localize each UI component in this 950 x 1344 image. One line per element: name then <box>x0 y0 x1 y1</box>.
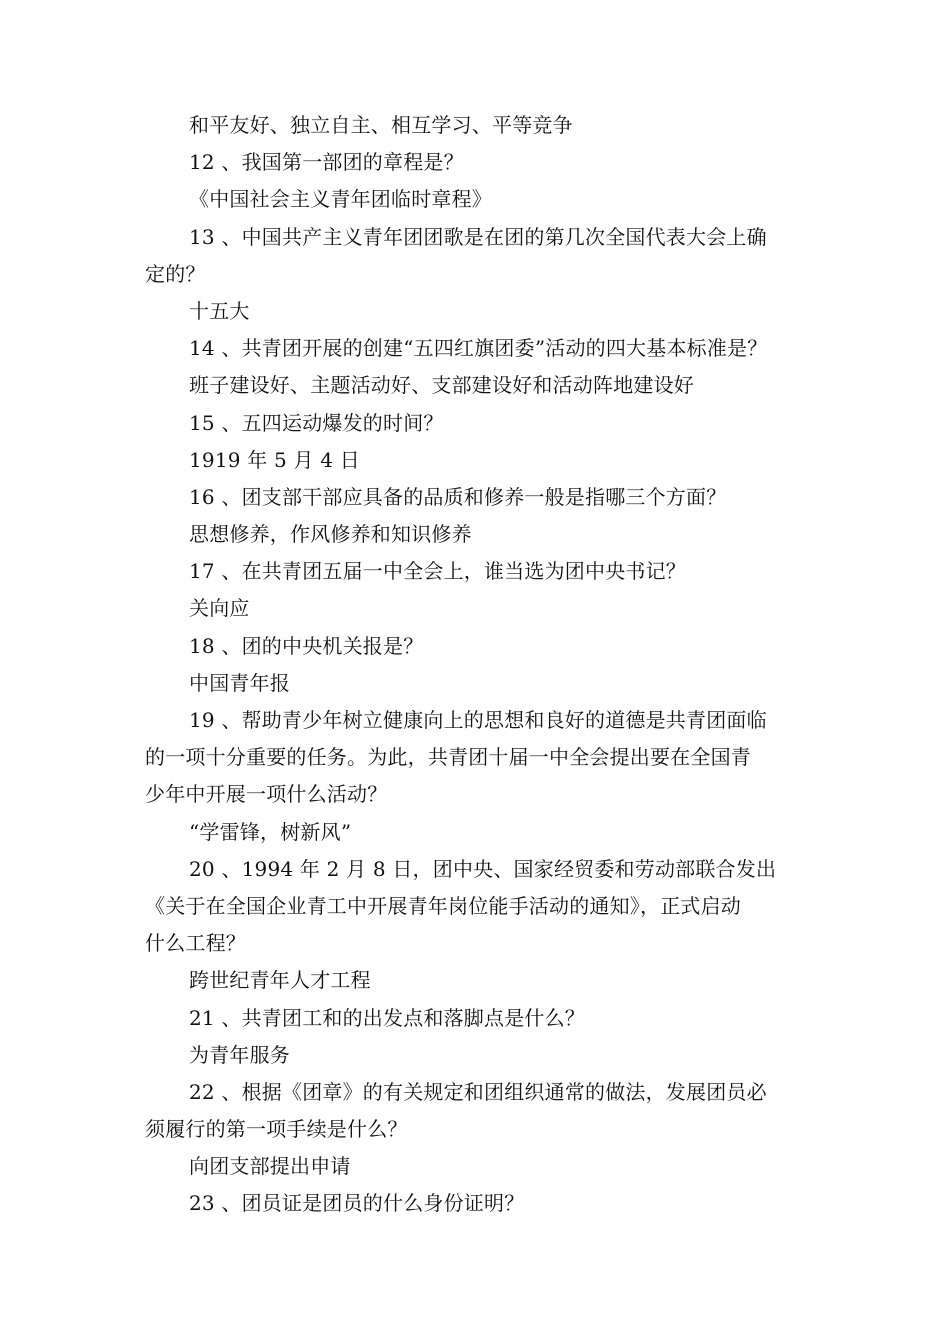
question-line: 16 、团支部干部应具备的品质和修养一般是指哪三个方面？ <box>189 484 727 509</box>
question-line-continuation: 定的？ <box>145 261 206 286</box>
question-line: 15 、五四运动爆发的时间？ <box>189 410 444 435</box>
question-line: 21 、共青团工和的出发点和落脚点是什么？ <box>189 1005 586 1030</box>
answer-line: 关向应 <box>189 596 250 621</box>
question-line: 22 、根据《团章》的有关规定和团组织通常的做法，发展团员必 <box>189 1079 767 1104</box>
question-line: 13 、中国共产主义青年团团歌是在团的第几次全国代表大会上确 <box>189 224 767 249</box>
document-body <box>145 107 845 1223</box>
answer-line: 班子建设好、主题活动好、支部建设好和活动阵地建设好 <box>189 373 694 398</box>
question-line-continuation: 须履行的第一项手续是什么？ <box>145 1117 408 1142</box>
answer-line: 1919 年 5 月 4 日 <box>189 447 360 472</box>
question-line-continuation: 少年中开展一项什么活动？ <box>145 782 388 807</box>
answer-line: 《中国社会主义青年团临时章程》 <box>189 187 492 212</box>
question-line: 14 、共青团开展的创建“五四红旗团委”活动的四大基本标准是？ <box>189 336 768 361</box>
question-line-continuation: 什么工程？ <box>145 931 246 956</box>
question-line: 17 、在共青团五届一中全会上，谁当选为团中央书记？ <box>189 559 687 584</box>
answer-line: 向团支部提出申请 <box>189 1154 351 1179</box>
answer-line: 中国青年报 <box>189 670 290 695</box>
answer-line: 为青年服务 <box>189 1042 290 1067</box>
question-line-continuation: 《关于在全国企业青工中开展青年岗位能手活动的通知》，正式启动 <box>145 893 741 918</box>
question-line: 12 、我国第一部团的章程是？ <box>189 150 464 175</box>
question-line: 18 、团的中央机关报是？ <box>189 633 424 658</box>
question-line: 20 、1994 年 2 月 8 日，团中央、国家经贸委和劳动部联合发出 <box>189 856 777 881</box>
answer-line: “学雷锋，树新风” <box>189 819 352 844</box>
question-line: 23 、团员证是团员的什么身份证明？ <box>189 1191 525 1216</box>
question-line: 19 、帮助青少年树立健康向上的思想和良好的道德是共青团面临 <box>189 708 767 732</box>
answer-line: 思想修养，作风修养和知识修养 <box>189 522 472 547</box>
question-line-continuation: 的一项十分重要的任务。为此，共青团十届一中全会提出要在全国青 <box>145 745 751 770</box>
answer-line: 跨世纪青年人才工程 <box>189 968 371 993</box>
answer-line: 和平友好、独立自主、相互学习、平等竞争 <box>189 113 573 137</box>
answer-line: 十五大 <box>189 298 250 323</box>
